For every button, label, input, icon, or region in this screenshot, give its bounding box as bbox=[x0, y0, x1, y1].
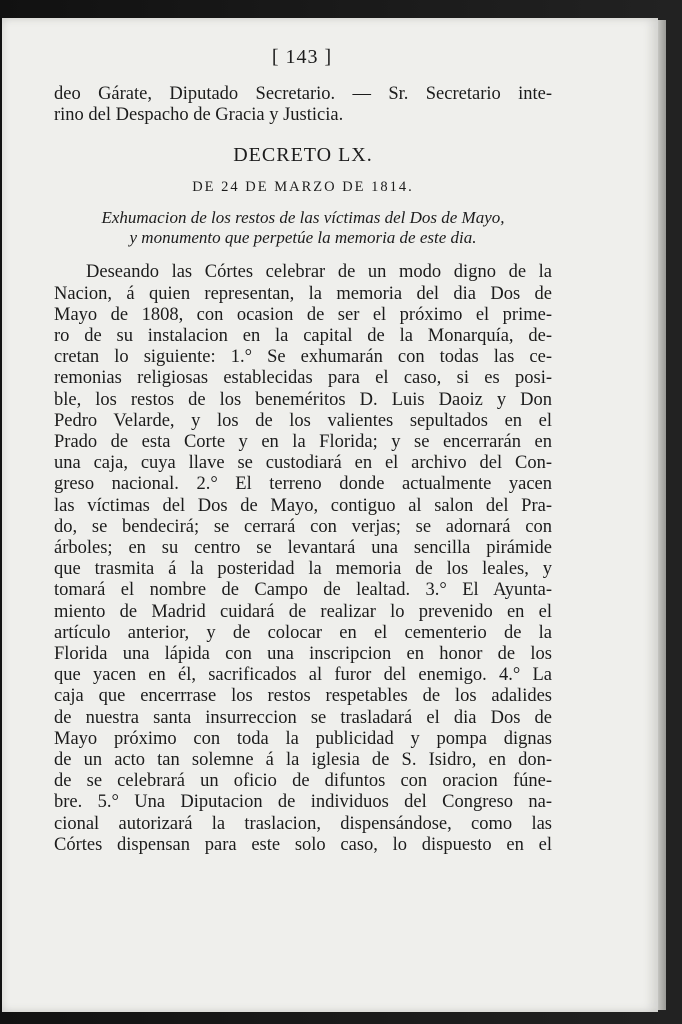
decree-body bbox=[54, 262, 552, 856]
text-line: deo Gárate, Diputado Secretario. — Sr. Secretario inte- bbox=[54, 84, 552, 104]
body-line: caja que encerrrase los restos respetables de los adalides bbox=[54, 686, 552, 707]
body-line: artículo anterior, y de colocar en el cementerio de la bbox=[54, 622, 552, 643]
body-line: Mayo de 1808, con ocasion de ser el próximo el prime- bbox=[54, 304, 552, 325]
subtitle-line: y monumento que perpetúe la memoria de este dia. bbox=[129, 228, 477, 248]
decree-date: DE 24 DE MARZO DE 1814. bbox=[192, 179, 414, 196]
body-line: do, se bendecirá; se cerrará con verjas; se adornará con bbox=[54, 516, 552, 537]
decree-subtitle bbox=[54, 208, 552, 248]
body-line: de se celebrará un oficio de difuntos con oracion fúne- bbox=[54, 771, 552, 792]
body-line: Pedro Velarde, y los de los valientes sepultados en el bbox=[54, 410, 552, 431]
body-line: Nacion, á quien representan, la memoria del dia Dos de bbox=[54, 283, 552, 304]
book-page bbox=[2, 18, 658, 1012]
body-line: Mayo próximo con toda la publicidad y pompa dignas bbox=[54, 728, 552, 749]
text-line: rino del Despacho de Gracia y Justicia. bbox=[54, 105, 344, 126]
body-line: remonias religiosas establecidas para el caso, si es posi- bbox=[54, 368, 552, 389]
body-line: Florida una lápida con una inscripcion en honor de los bbox=[54, 644, 552, 665]
body-line: Prado de esta Corte y en la Florida; y se encerrarán en bbox=[54, 432, 552, 453]
page-number: [ 143 ] bbox=[271, 46, 333, 68]
text-block bbox=[54, 84, 552, 856]
body-line: tomará el nombre de Campo de lealtad. 3.° El Ayunta- bbox=[54, 580, 552, 601]
body-line: ro de su instalacion en la capital de la Monarquía, de- bbox=[54, 326, 552, 347]
body-line: Córtes dispensan para este solo caso, lo dispuesto en el bbox=[54, 834, 552, 855]
body-line: que trasmita á la posteridad la memoria de los leales, y bbox=[54, 559, 552, 580]
body-line: cional autorizará la traslacion, dispensándose, como las bbox=[54, 813, 552, 834]
decree-title: DECRETO LX. bbox=[233, 144, 373, 167]
body-line: una caja, cuya llave se custodiará en el archivo del Con- bbox=[54, 453, 552, 474]
running-text bbox=[54, 84, 552, 126]
body-line: miento de Madrid cuidará de realizar lo prevenido en el bbox=[54, 601, 552, 622]
body-line: de nuestra santa insurreccion se trasladará el dia Dos de bbox=[54, 707, 552, 728]
body-line: greso nacional. 2.° El terreno donde actualmente yacen bbox=[54, 474, 552, 495]
body-line: Deseando las Córtes celebrar de un modo digno de la bbox=[86, 262, 552, 283]
body-line: las víctimas del Dos de Mayo, contiguo al salon del Pra- bbox=[54, 495, 552, 516]
body-line: cretan lo siguiente: 1.° Se exhumarán con todas las ce- bbox=[54, 347, 552, 368]
body-line: bre. 5.° Una Diputacion de individuos del Congreso na- bbox=[54, 792, 552, 813]
body-line: de un acto tan solemne á la iglesia de S. Isidro, en don- bbox=[54, 750, 552, 771]
body-line: que yacen en él, sacrificados al furor del enemigo. 4.° La bbox=[54, 665, 552, 686]
body-line: ble, los restos de los beneméritos D. Luis Daoiz y Don bbox=[54, 389, 552, 410]
body-line: árboles; en su centro se levantará una sencilla pirámide bbox=[54, 538, 552, 559]
subtitle-line: Exhumacion de los restos de las víctimas del Dos de Mayo, bbox=[101, 208, 505, 228]
